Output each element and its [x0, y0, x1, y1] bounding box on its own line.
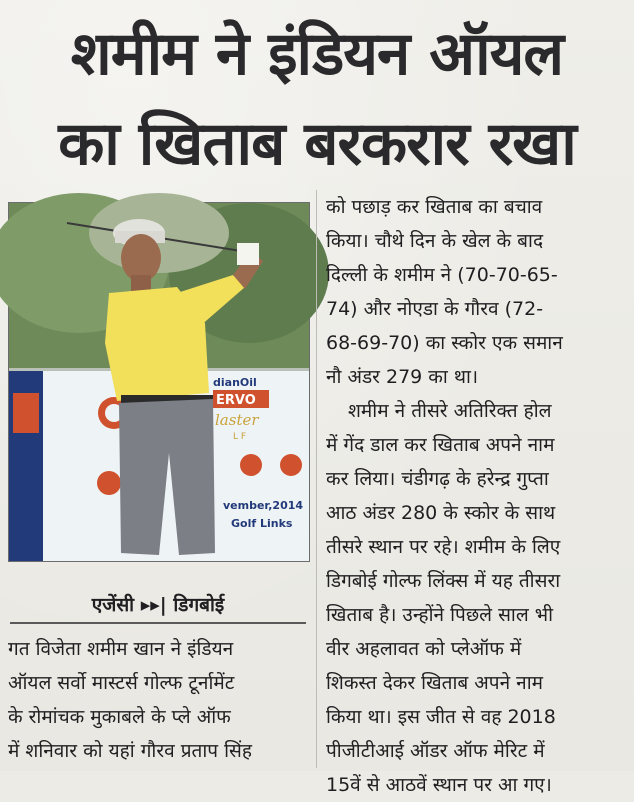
- right-para1-line: 68-69-70) का स्कोर एक समान: [326, 332, 563, 354]
- byline-arrow-icon: ▸▸|: [140, 594, 167, 616]
- byline-agency: एजेंसी: [91, 594, 135, 616]
- banner-text-2: ERVO: [216, 393, 256, 408]
- right-para2-line: खिताब है। उन्होंने पिछले साल भी: [326, 604, 554, 626]
- right-para2-line: में गेंद डाल कर खिताब अपने नाम: [326, 434, 555, 456]
- right-para2-line: डिगबोई गोल्फ लिंक्स में यह तीसरा: [326, 570, 561, 592]
- right-para2-line: शमीम ने तीसरे अतिरिक्त होल: [348, 400, 552, 422]
- right-para1-line: किया। चौथे दिन के खेल के बाद: [326, 230, 544, 252]
- right-para1-line: दिल्ली के शमीम ने (70-70-65-: [326, 264, 558, 286]
- byline: [10, 588, 306, 622]
- left-line: गत विजेता शमीम खान ने इंडियन: [8, 638, 234, 660]
- golfer-photo-illustration: [9, 203, 309, 561]
- right-para2-line: आठ अंडर 280 के स्कोर के साथ: [326, 502, 556, 524]
- right-para1-line: नौ अंडर 279 का था।: [326, 366, 479, 388]
- left-line: में शनिवार को यहां गौरव प्रताप सिंह: [8, 740, 252, 762]
- byline-divider: [10, 622, 306, 624]
- banner-text-4: L F: [233, 432, 247, 442]
- byline-place: डिगबोई: [173, 594, 225, 616]
- golfer-photo: [8, 202, 310, 562]
- left-line: के रोमांचक मुकाबले के प्ले ऑफ: [8, 706, 231, 728]
- banner-date: vember,2014: [223, 499, 304, 512]
- right-para1-line: 74) और नोएडा के गौरव (72-: [326, 298, 544, 320]
- right-para2-line: वीर अहलावत को प्लेऑफ में: [326, 638, 522, 660]
- right-para2-line: कर लिया। चंडीगढ़ के हरेन्द्र गुप्ता: [326, 468, 549, 490]
- right-para2-line: किया था। इस जीत से वह 2018: [326, 706, 556, 728]
- column-divider: [316, 190, 317, 768]
- right-para1-line: को पछाड़ कर खिताब का बचाव: [326, 196, 543, 218]
- headline-line-2: का खिताब बरकरार रखा: [58, 109, 576, 179]
- banner-text-1: dianOil: [213, 376, 257, 389]
- right-para2-line: 15वें से आठवें स्थान पर आ गए।: [326, 774, 552, 796]
- left-column-text: [8, 632, 308, 768]
- left-line: ऑयल सर्वो मास्टर्स गोल्फ टूर्नामेंट: [8, 672, 235, 694]
- right-para2-line: तीसरे स्थान पर रहे। शमीम के लिए: [326, 536, 561, 558]
- right-para2-line: पीजीटीआई ऑडर ऑफ मेरिट में: [326, 740, 545, 762]
- right-para2-line: शिकस्त देकर खिताब अपने नाम: [326, 672, 544, 694]
- headline-line-1: शमीम ने इंडियन ऑयल: [70, 19, 564, 89]
- banner-text-3: laster: [215, 411, 259, 429]
- right-column-text: [326, 190, 628, 796]
- banner-place: Golf Links: [231, 517, 293, 530]
